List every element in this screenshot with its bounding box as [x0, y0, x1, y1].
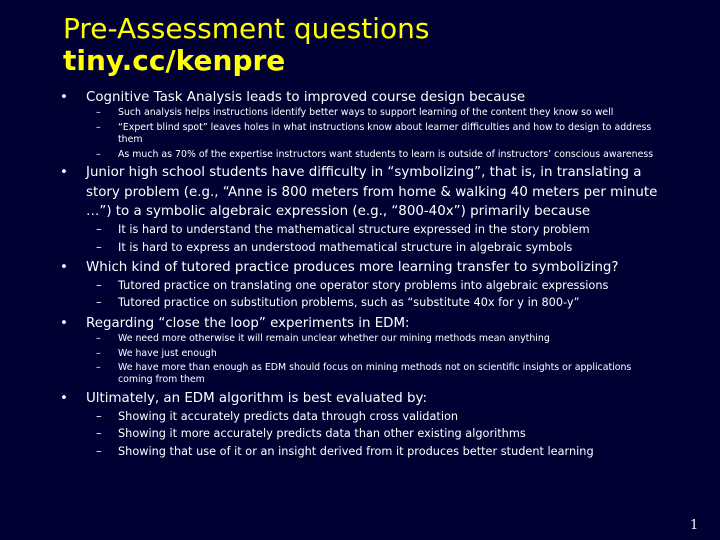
sub-bullet-item	[86, 348, 663, 360]
dash-marker: –	[96, 122, 101, 133]
title-heading: Pre-Assessment questions	[63, 12, 430, 45]
sub-bullet-item	[86, 107, 663, 119]
sub-bullet-item	[86, 425, 663, 442]
sub-bullet-text: We have more than enough as EDM should focus on mining methods not on scientific insights or applications coming from them	[118, 362, 632, 386]
bullet-item-close-the-loop	[58, 314, 663, 387]
dash-marker: –	[96, 148, 101, 160]
sub-bullet-text: It is hard to express an understood mathematical structure in algebraic symbols	[118, 240, 573, 254]
dash-marker: –	[96, 279, 102, 293]
bullet-marker: •	[60, 315, 68, 331]
bullet-item-edm-evaluation	[58, 389, 663, 460]
page-number: 1	[690, 518, 699, 533]
slide-content	[58, 88, 663, 462]
dash-marker: –	[96, 296, 102, 310]
bullet-marker: •	[60, 259, 68, 275]
sub-bullet-item	[86, 408, 663, 425]
sub-bullet-text: Tutored practice on substitution problems, such as “substitute 40x for y in 800-y”	[118, 296, 580, 310]
sub-bullet-item	[86, 149, 663, 161]
sub-bullet-list	[86, 277, 663, 311]
sub-bullet-list	[86, 333, 663, 386]
sub-bullet-item	[86, 239, 663, 256]
bullet-marker: •	[60, 165, 68, 181]
bullet-text: Cognitive Task Analysis leads to improved course design because	[86, 90, 526, 105]
sub-bullet-item	[86, 362, 663, 386]
sub-bullet-text: We have just enough	[118, 347, 217, 359]
sub-bullet-text: Showing it more accurately predicts data than other existing algorithms	[118, 427, 526, 441]
bullet-text: Junior high school students have difficulty in “symbolizing”, that is, in translating a story problem (e.g., “Anne is 800 meters from home & walking 40 meters per minute …”) to a symbolic algebraic expression (e.g., “800-40x”) primarily because	[86, 165, 658, 219]
bullet-text: Which kind of tutored practice produces more learning transfer to symbolizing?	[86, 259, 619, 275]
sub-bullet-text: Showing that use of it or an insight derived from it produces better student learning	[118, 444, 594, 458]
sub-bullet-item	[86, 294, 663, 311]
dash-marker: –	[96, 107, 101, 119]
dash-marker: –	[96, 223, 102, 237]
sub-bullet-text: We need more otherwise it will remain unclear whether our mining methods mean anything	[118, 333, 550, 345]
sub-bullet-list	[86, 221, 663, 255]
title-url: tiny.cc/kenpre	[63, 44, 286, 77]
bullet-marker: •	[60, 90, 68, 105]
sub-bullet-text: It is hard to understand the mathematical structure expressed in the story problem	[118, 223, 590, 237]
sub-bullet-text: “Expert blind spot” leaves holes in what instructions know about learner difficulties and how to design to address them	[118, 122, 652, 145]
sub-bullet-list	[86, 107, 663, 160]
bullet-text: Ultimately, an EDM algorithm is best evaluated by:	[86, 390, 427, 406]
bullet-item-tutored-practice	[58, 258, 663, 312]
dash-marker: –	[96, 333, 101, 345]
sub-bullet-item	[86, 333, 663, 345]
dash-marker: –	[96, 347, 101, 359]
dash-marker: –	[96, 362, 101, 374]
dash-marker: –	[96, 427, 102, 441]
dash-marker: –	[96, 410, 102, 424]
slide-title	[63, 12, 429, 76]
bullet-list	[58, 88, 663, 460]
sub-bullet-text: Tutored practice on translating one operator story problems into algebraic expressions	[118, 279, 609, 293]
sub-bullet-list	[86, 408, 663, 460]
bullet-marker: •	[60, 390, 68, 406]
dash-marker: –	[96, 444, 102, 458]
dash-marker: –	[96, 240, 102, 254]
sub-bullet-text: Such analysis helps instructions identify better ways to support learning of the content they know so well	[118, 107, 614, 119]
bullet-item-symbolizing	[58, 163, 663, 256]
sub-bullet-item	[86, 122, 663, 146]
sub-bullet-text: As much as 70% of the expertise instructors want students to learn is outside of instructors’ conscious awareness	[118, 148, 654, 160]
sub-bullet-text: Showing it accurately predicts data through cross validation	[118, 410, 459, 424]
bullet-text: Regarding “close the loop” experiments in EDM:	[86, 315, 410, 331]
bullet-item-cta	[58, 88, 663, 161]
sub-bullet-item	[86, 443, 663, 460]
sub-bullet-item	[86, 277, 663, 294]
sub-bullet-item	[86, 221, 663, 238]
